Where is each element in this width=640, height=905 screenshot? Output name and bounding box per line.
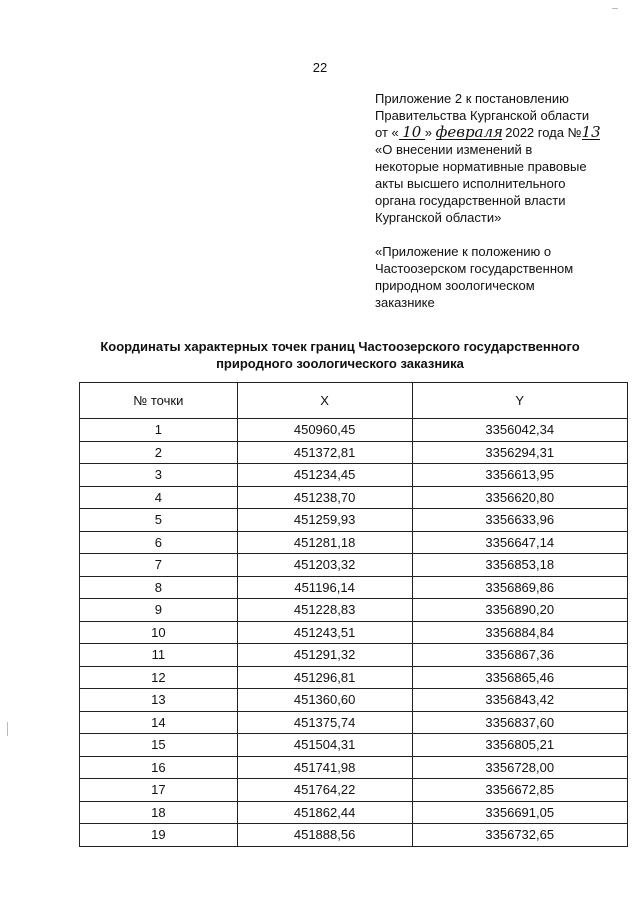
cell-point-number: 2 bbox=[80, 441, 238, 464]
cell-point-number: 1 bbox=[80, 419, 238, 442]
title-line-1: Координаты характерных точек границ Частоозерского государственного bbox=[100, 339, 580, 354]
cell-y: 3356843,42 bbox=[412, 689, 628, 712]
cell-x: 451234,45 bbox=[237, 464, 412, 487]
cell-y: 3356613,95 bbox=[412, 464, 628, 487]
table-row bbox=[80, 644, 628, 667]
cell-x: 450960,45 bbox=[237, 419, 412, 442]
table-row bbox=[80, 711, 628, 734]
year-text: 2022 года № bbox=[505, 125, 582, 140]
appendix-header bbox=[375, 90, 625, 311]
scan-artifact bbox=[612, 8, 618, 9]
appendix-description-line: Курганской области» bbox=[375, 210, 502, 225]
table-row bbox=[80, 576, 628, 599]
cell-y: 3356294,31 bbox=[412, 441, 628, 464]
appendix-description-line: некоторые нормативные правовые bbox=[375, 159, 587, 174]
cell-x: 451196,14 bbox=[237, 576, 412, 599]
appendix-date-line bbox=[375, 124, 625, 141]
cell-x: 451281,18 bbox=[237, 531, 412, 554]
cell-x: 451291,32 bbox=[237, 644, 412, 667]
cell-point-number: 7 bbox=[80, 554, 238, 577]
page-number: 22 bbox=[312, 60, 328, 75]
appendix-subtitle-line: Частоозерском государственном bbox=[375, 261, 574, 276]
cell-point-number: 17 bbox=[80, 779, 238, 802]
cell-y: 3356647,14 bbox=[412, 531, 628, 554]
from-prefix: от « bbox=[375, 125, 399, 140]
cell-y: 3356042,34 bbox=[412, 419, 628, 442]
cell-y: 3356890,20 bbox=[412, 599, 628, 622]
cell-point-number: 13 bbox=[80, 689, 238, 712]
cell-x: 451372,81 bbox=[237, 441, 412, 464]
cell-x: 451203,32 bbox=[237, 554, 412, 577]
cell-x: 451888,56 bbox=[237, 824, 412, 847]
table-row bbox=[80, 441, 628, 464]
table-row bbox=[80, 824, 628, 847]
table-row bbox=[80, 779, 628, 802]
cell-x: 451243,51 bbox=[237, 621, 412, 644]
header-x: X bbox=[237, 383, 412, 419]
cell-x: 451764,22 bbox=[237, 779, 412, 802]
cell-y: 3356867,36 bbox=[412, 644, 628, 667]
appendix-line-1: Приложение 2 к постановлению bbox=[375, 91, 569, 106]
handwritten-number: 13 bbox=[581, 123, 601, 141]
table-header-row bbox=[80, 383, 628, 419]
cell-x: 451259,93 bbox=[237, 509, 412, 532]
cell-x: 451375,74 bbox=[237, 711, 412, 734]
cell-point-number: 9 bbox=[80, 599, 238, 622]
header-y: Y bbox=[412, 383, 628, 419]
cell-point-number: 14 bbox=[80, 711, 238, 734]
cell-y: 3356865,46 bbox=[412, 666, 628, 689]
cell-point-number: 11 bbox=[80, 644, 238, 667]
cell-point-number: 18 bbox=[80, 801, 238, 824]
appendix-subtitle bbox=[375, 243, 625, 311]
cell-y: 3356732,65 bbox=[412, 824, 628, 847]
document-title bbox=[60, 338, 620, 372]
cell-x: 451296,81 bbox=[237, 666, 412, 689]
cell-y: 3356805,21 bbox=[412, 734, 628, 757]
cell-x: 451862,44 bbox=[237, 801, 412, 824]
cell-y: 3356691,05 bbox=[412, 801, 628, 824]
cell-point-number: 6 bbox=[80, 531, 238, 554]
table-row bbox=[80, 801, 628, 824]
coordinates-table bbox=[79, 382, 628, 847]
cell-x: 451504,31 bbox=[237, 734, 412, 757]
cell-y: 3356837,60 bbox=[412, 711, 628, 734]
handwritten-day: 10 bbox=[399, 125, 425, 140]
cell-y: 3356633,96 bbox=[412, 509, 628, 532]
appendix-subtitle-line: заказнике bbox=[375, 295, 435, 310]
cell-y: 3356869,86 bbox=[412, 576, 628, 599]
appendix-line-2: Правительства Курганской области bbox=[375, 108, 590, 123]
table-row bbox=[80, 734, 628, 757]
table-row bbox=[80, 509, 628, 532]
appendix-subtitle-line: природном зоологическом bbox=[375, 278, 535, 293]
cell-point-number: 12 bbox=[80, 666, 238, 689]
cell-point-number: 19 bbox=[80, 824, 238, 847]
cell-x: 451238,70 bbox=[237, 486, 412, 509]
table-row bbox=[80, 621, 628, 644]
cell-point-number: 4 bbox=[80, 486, 238, 509]
table-body bbox=[80, 419, 628, 847]
cell-y: 3356620,80 bbox=[412, 486, 628, 509]
cell-x: 451360,60 bbox=[237, 689, 412, 712]
cell-point-number: 15 bbox=[80, 734, 238, 757]
table-row bbox=[80, 486, 628, 509]
appendix-description bbox=[375, 141, 625, 226]
table-row bbox=[80, 666, 628, 689]
cell-x: 451741,98 bbox=[237, 756, 412, 779]
cell-y: 3356728,00 bbox=[412, 756, 628, 779]
appendix-subtitle-line: «Приложение к положению о bbox=[375, 244, 552, 259]
scan-artifact bbox=[7, 722, 8, 736]
cell-point-number: 5 bbox=[80, 509, 238, 532]
table-row bbox=[80, 531, 628, 554]
cell-y: 3356853,18 bbox=[412, 554, 628, 577]
cell-y: 3356884,84 bbox=[412, 621, 628, 644]
handwritten-month: февраля bbox=[435, 123, 503, 141]
table-row bbox=[80, 756, 628, 779]
cell-point-number: 10 bbox=[80, 621, 238, 644]
table-row bbox=[80, 554, 628, 577]
table-row bbox=[80, 599, 628, 622]
header-point-number: № точки bbox=[80, 383, 238, 419]
cell-point-number: 8 bbox=[80, 576, 238, 599]
cell-point-number: 3 bbox=[80, 464, 238, 487]
appendix-description-line: акты высшего исполнительного bbox=[375, 176, 566, 191]
cell-y: 3356672,85 bbox=[412, 779, 628, 802]
table-row bbox=[80, 464, 628, 487]
cell-x: 451228,83 bbox=[237, 599, 412, 622]
appendix-description-line: органа государственной власти bbox=[375, 193, 566, 208]
cell-point-number: 16 bbox=[80, 756, 238, 779]
day-close: » bbox=[424, 125, 432, 140]
table-row bbox=[80, 689, 628, 712]
appendix-description-line: «О внесении изменений в bbox=[375, 142, 533, 157]
table-row bbox=[80, 419, 628, 442]
title-line-2: природного зоологического заказника bbox=[216, 356, 464, 371]
